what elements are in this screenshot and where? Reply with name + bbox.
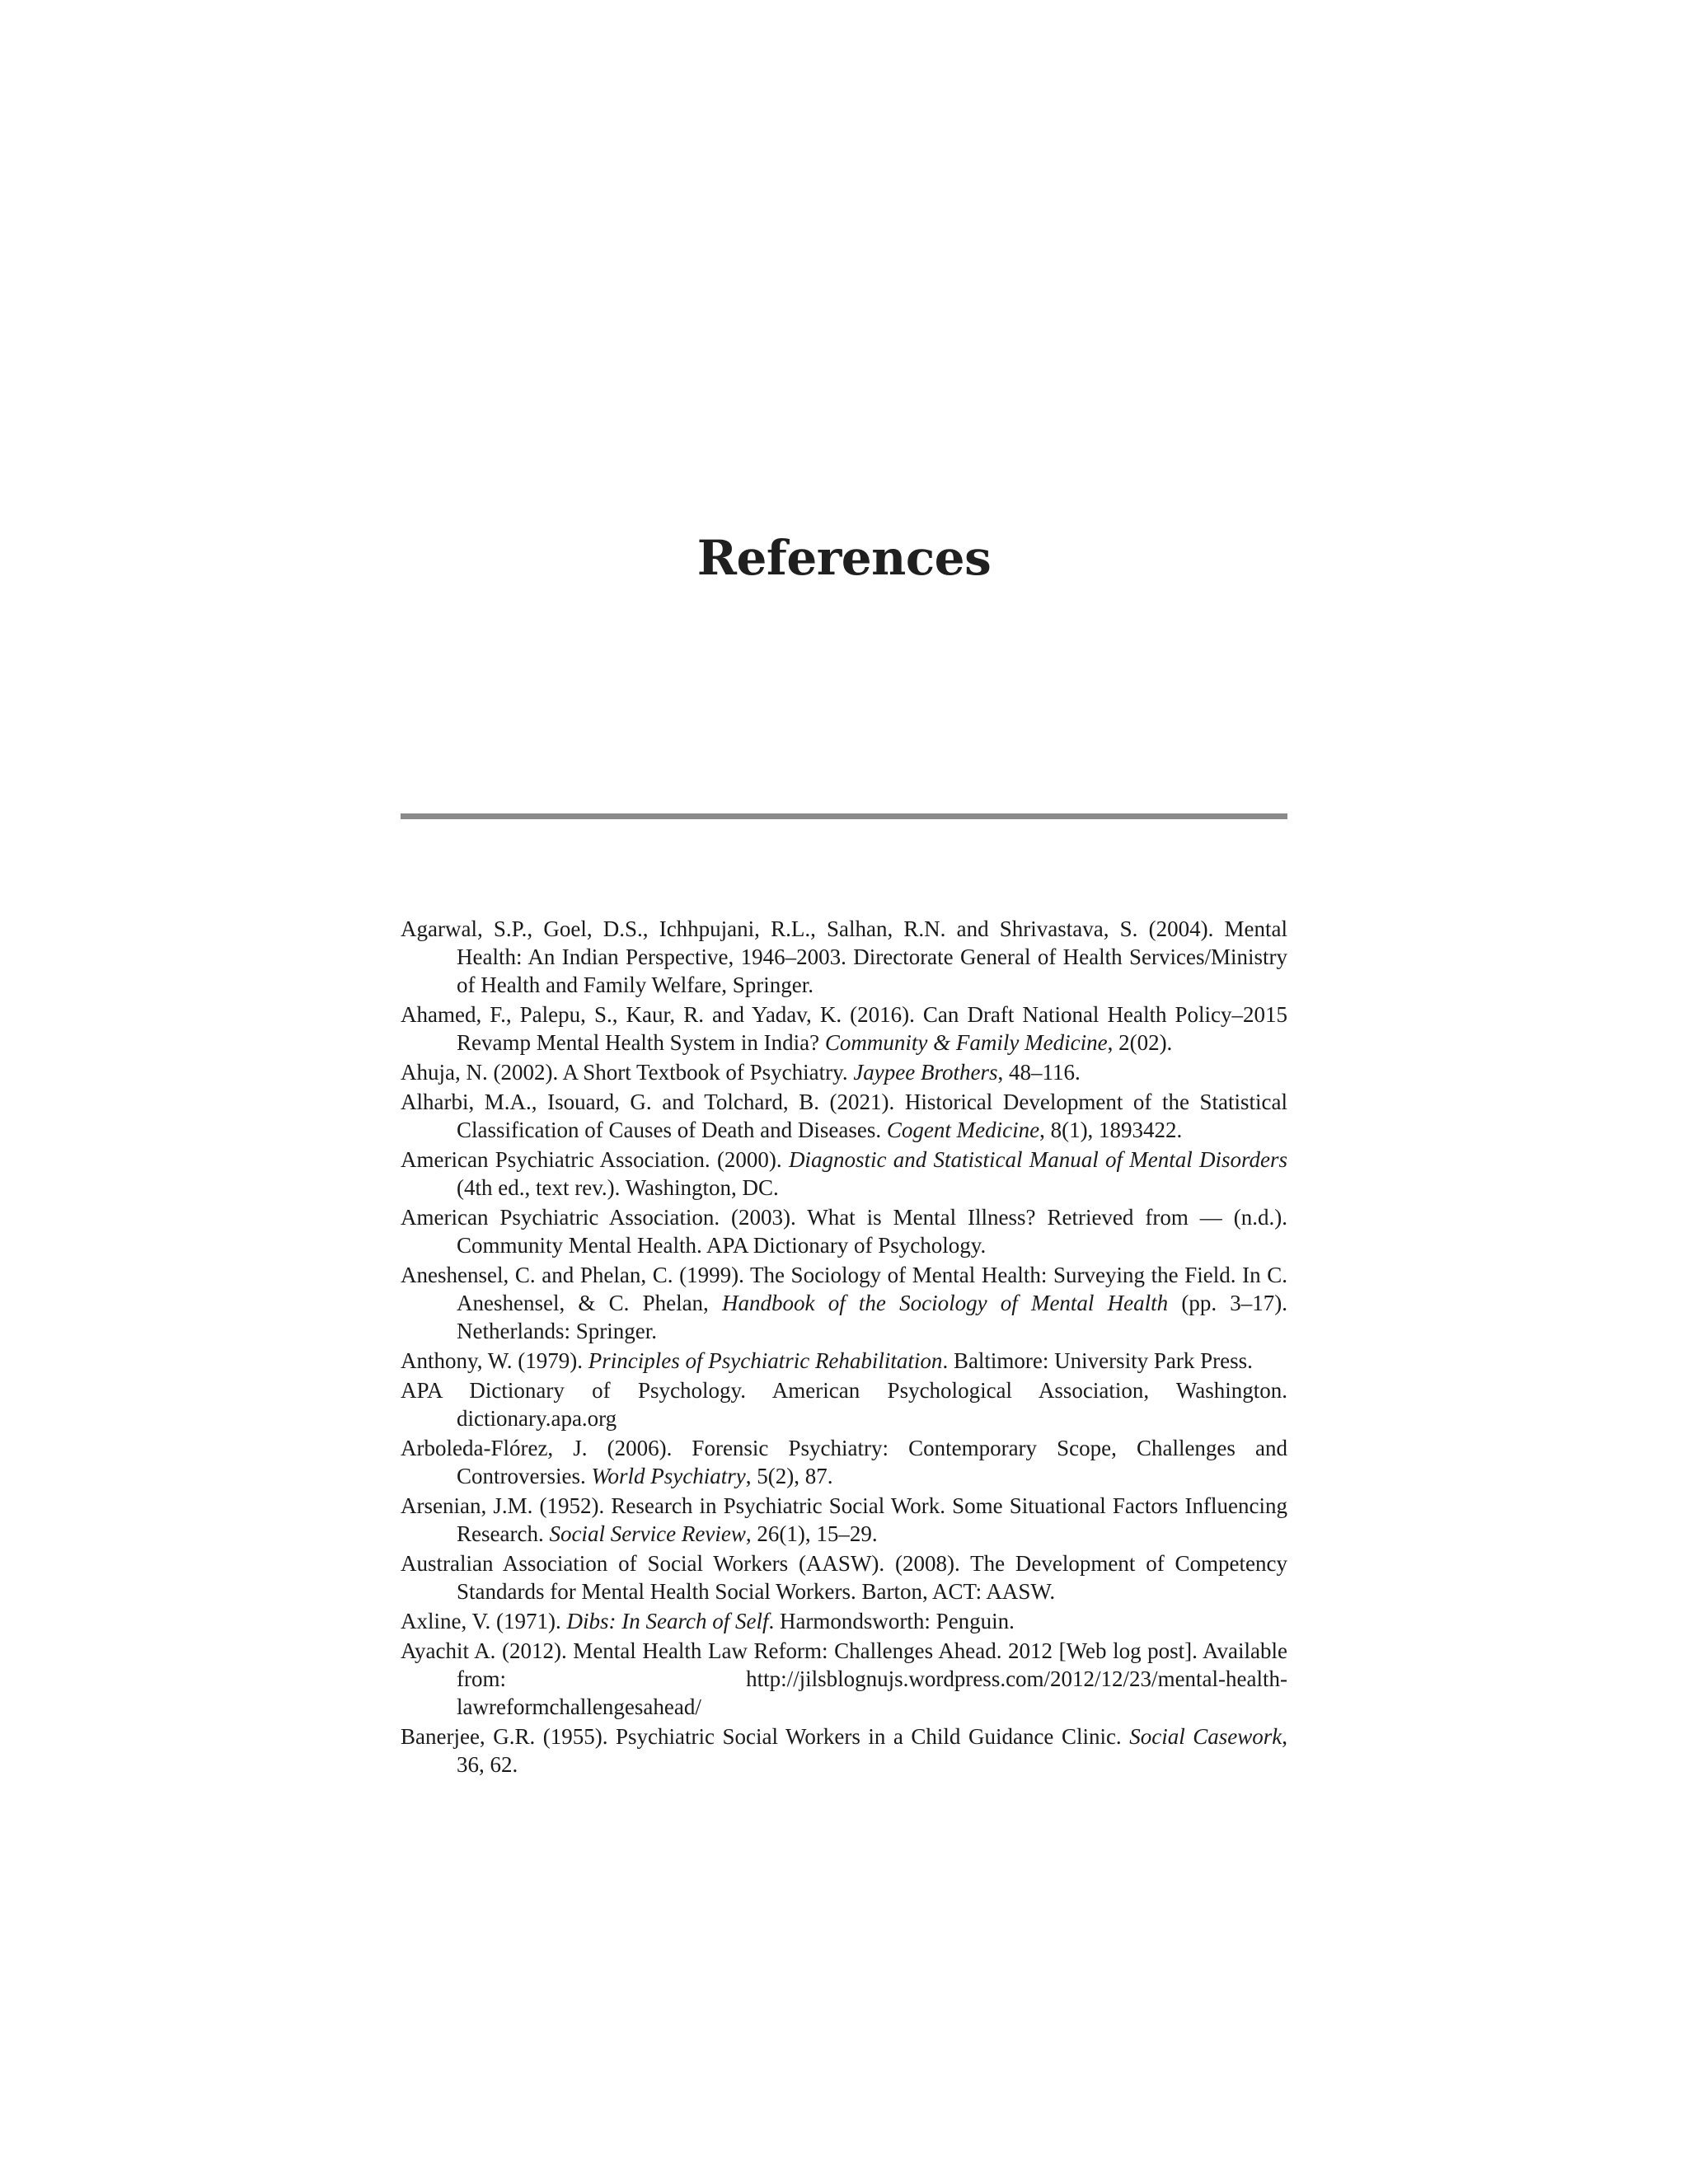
- reference-entry: Ahamed, F., Palepu, S., Kaur, R. and Yadav, K. (2016). Can Draft National Health Policy–2015 Revamp Mental Health System in India? Community & Family Medicine, 2(02).: [401, 1002, 1287, 1055]
- reference-entry: Anthony, W. (1979). Principles of Psychiatric Rehabilitation. Baltimore: University Park Press.: [401, 1348, 1253, 1373]
- reference-entry: Aneshensel, C. and Phelan, C. (1999). The Sociology of Mental Health: Surveying the Field. In C. Aneshensel, & C. Phelan, Handbook of the Sociology of Mental Health (pp. 3–17). Netherlands: Springer.: [401, 1263, 1288, 1343]
- reference-entry: Alharbi, M.A., Isouard, G. and Tolchard, B. (2021). Historical Development of the Statistical Classification of Causes of Death and Diseases. Cogent Medicine, 8(1), 1893422.: [401, 1090, 1287, 1142]
- title-divider: [401, 813, 1287, 819]
- reference-entry: Arboleda-Flórez, J. (2006). Forensic Psychiatry: Contemporary Scope, Challenges and Controversies. World Psychiatry, 5(2), 87.: [401, 1436, 1287, 1488]
- reference-entry: American Psychiatric Association. (2000). Diagnostic and Statistical Manual of Mental Disorders (4th ed., text rev.). Washington, DC.: [401, 1147, 1287, 1200]
- reference-entry: Agarwal, S.P., Goel, D.S., Ichhpujani, R.L., Salhan, R.N. and Shrivastava, S. (2004). Mental Health: An Indian Perspective, 1946–2003. Directorate General of Health Services/Ministry of Health and Family Welfare, Springer.: [401, 916, 1287, 997]
- reference-entry: American Psychiatric Association. (2003). What is Mental Illness? Retrieved from — (n.d.). Community Mental Health. APA Dictionary of Psychology.: [401, 1205, 1287, 1258]
- reference-entry: Banerjee, G.R. (1955). Psychiatric Social Workers in a Child Guidance Clinic. Social Casework, 36, 62.: [401, 1724, 1287, 1777]
- reference-entry: Ahuja, N. (2002). A Short Textbook of Psychiatry. Jaypee Brothers, 48–116.: [401, 1060, 1081, 1085]
- reference-entry: Australian Association of Social Workers (AASW). (2008). The Development of Competency Standards for Mental Health Social Workers. Barton, ACT: AASW.: [401, 1551, 1287, 1604]
- reference-list: [401, 915, 1287, 1780]
- reference-entry: Ayachit A. (2012). Mental Health Law Reform: Challenges Ahead. 2012 [Web log post]. Available from: http://jilsblognujs.wordpress.com/2012/12/23/mental-health-lawreformchallengesahead/: [401, 1638, 1287, 1719]
- reference-entry: Axline, V. (1971). Dibs: In Search of Self. Harmondsworth: Penguin.: [401, 1609, 1015, 1633]
- page-title: References: [696, 529, 992, 586]
- reference-entry: Arsenian, J.M. (1952). Research in Psychiatric Social Work. Some Situational Factors Influencing Research. Social Service Review, 26(1), 15–29.: [401, 1493, 1287, 1546]
- reference-entry: APA Dictionary of Psychology. American Psychological Association, Washington. dictionary.apa.org: [401, 1378, 1287, 1431]
